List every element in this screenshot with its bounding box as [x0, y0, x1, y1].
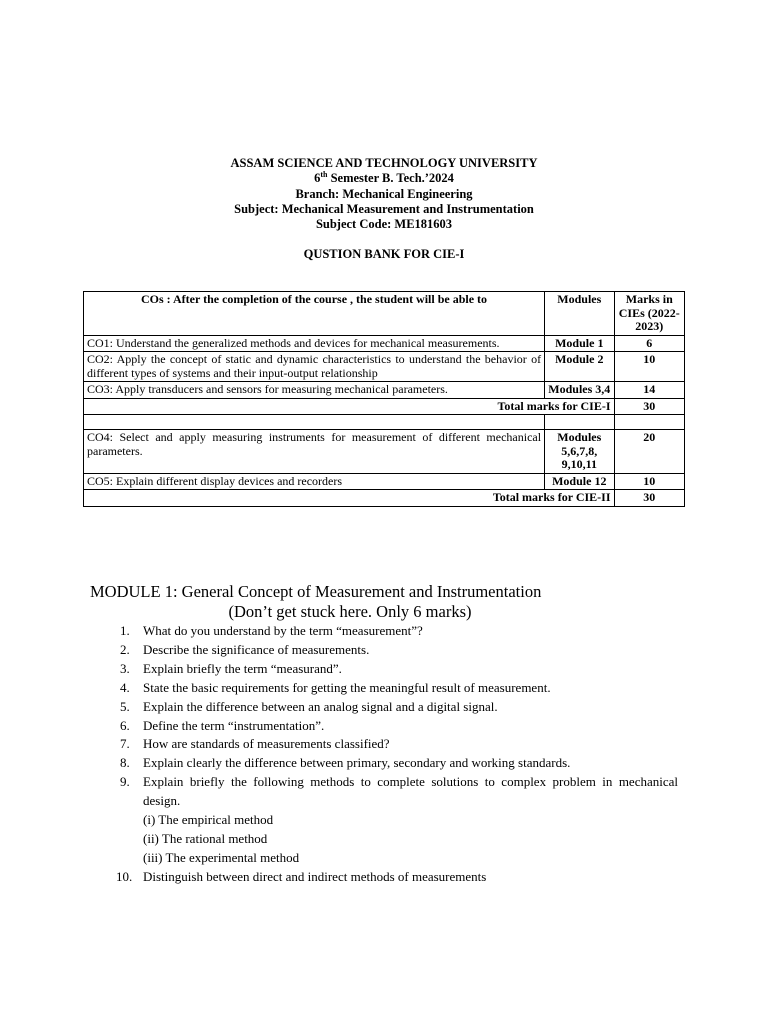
- table-row: [84, 335, 685, 352]
- table-header-row: [84, 292, 685, 336]
- total-cie2-label: Total marks for CIE-II: [84, 490, 615, 507]
- question-number: 1.: [120, 623, 130, 638]
- list-item: [100, 868, 678, 887]
- header-marks: Marks in CIEs (2022-2023): [614, 292, 684, 336]
- marks-cell: 10: [614, 352, 684, 382]
- semester-line: [0, 171, 768, 186]
- marks-cell: 20: [614, 430, 684, 474]
- marks-cell: 10: [614, 473, 684, 490]
- blank-cell: [614, 415, 684, 430]
- question-text: What do you understand by the term “measurement”?: [143, 623, 423, 638]
- semester-text: Semester B. Tech.’2024: [327, 171, 454, 186]
- question-number: 10.: [116, 868, 133, 884]
- question-number: 7.: [120, 736, 130, 752]
- list-item: [100, 679, 678, 698]
- total-cie1-label: Total marks for CIE-I: [84, 398, 615, 415]
- question-number: 3.: [120, 660, 130, 676]
- question-text: Distinguish between direct and indirect methods of measurements: [143, 868, 487, 884]
- table-row: [84, 382, 685, 399]
- module-heading: [90, 582, 690, 622]
- list-item: [100, 660, 678, 679]
- question-number: 5.: [120, 698, 130, 714]
- question-text: Explain briefly the term “measurand”.: [143, 660, 342, 676]
- question-text: Explain clearly the difference between primary, secondary and working standards.: [143, 755, 571, 771]
- list-item: [100, 717, 678, 736]
- co-cell: CO3: Apply transducers and sensors for measuring mechanical parameters.: [84, 382, 545, 399]
- list-item: [100, 698, 678, 717]
- university-name: ASSAM SCIENCE AND TECHNOLOGY UNIVERSITY: [230, 156, 538, 170]
- question-text: Describe the significance of measurements.: [143, 641, 370, 657]
- co-cell: CO5: Explain different display devices and recorders: [84, 473, 545, 490]
- branch-line: Branch: Mechanical Engineering: [295, 186, 473, 201]
- semester-suffix: th: [320, 170, 328, 180]
- document-header: [0, 156, 768, 232]
- total-cie1-value: 30: [614, 398, 684, 415]
- module-cell: Module 1: [545, 335, 614, 352]
- marks-cell: 14: [614, 382, 684, 399]
- question-text: How are standards of measurements classified?: [143, 736, 390, 752]
- total-row-cie1: [84, 398, 685, 415]
- co-cell: CO2: Apply the concept of static and dynamic characteristics to understand the behavior of different types of systems and their input-output relationship: [84, 352, 545, 382]
- subject-code-line: Subject Code: ME181603: [315, 217, 453, 232]
- question-list: [100, 622, 678, 887]
- total-cie2-value: 30: [614, 490, 684, 507]
- blank-cell: [545, 415, 614, 430]
- question-number: 2.: [120, 641, 130, 657]
- total-row-cie2: [84, 490, 685, 507]
- question-number: 4.: [120, 679, 130, 695]
- module-cell: Modules 5,6,7,8, 9,10,11: [545, 430, 614, 474]
- question-text: State the basic requirements for getting the meaningful result of measurement.: [143, 679, 551, 695]
- list-item: [100, 754, 678, 773]
- table-row: [84, 430, 685, 474]
- module-title: MODULE 1: General Concept of Measurement and Instrumentation: [90, 582, 542, 601]
- sub-item: (iii) The experimental method: [143, 849, 300, 865]
- course-outcomes-table: [83, 291, 685, 507]
- table-row: [84, 473, 685, 490]
- co-cell: CO4: Select and apply measuring instruments for measurement of different mechanical parameters.: [84, 430, 545, 474]
- question-text: Explain briefly the following methods to complete solutions to complex problem in mechanical design.: [143, 774, 678, 809]
- sub-item: (i) The empirical method: [143, 812, 274, 828]
- co-cell: CO1: Understand the generalized methods and devices for mechanical measurements.: [84, 335, 545, 352]
- list-item: [100, 622, 678, 641]
- question-text: Explain the difference between an analog signal and a digital signal.: [143, 698, 498, 714]
- table-row: [84, 352, 685, 382]
- module-cell: Modules 3,4: [545, 382, 614, 399]
- question-text: Define the term “instrumentation”.: [143, 717, 325, 733]
- list-item: [100, 735, 678, 754]
- blank-cell: [84, 415, 545, 430]
- subject-line: Subject: Mechanical Measurement and Instrumentation: [234, 201, 534, 216]
- sub-item: (ii) The rational method: [143, 830, 268, 846]
- question-bank-title: QUSTION BANK FOR CIE-I: [303, 247, 465, 261]
- blank-row: [84, 415, 685, 430]
- list-item: [100, 773, 678, 868]
- question-number: 6.: [120, 717, 130, 733]
- module-note: (Don’t get stuck here. Only 6 marks): [228, 602, 472, 621]
- module-cell: Module 12: [545, 473, 614, 490]
- question-number: 8.: [120, 755, 130, 771]
- module-cell: Module 2: [545, 352, 614, 382]
- header-cos: COs : After the completion of the course , the student will be able to: [84, 292, 545, 336]
- header-modules: Modules: [545, 292, 614, 336]
- list-item: [100, 641, 678, 660]
- marks-cell: 6: [614, 335, 684, 352]
- semester-number: 6: [314, 171, 321, 186]
- question-number: 9.: [120, 774, 130, 790]
